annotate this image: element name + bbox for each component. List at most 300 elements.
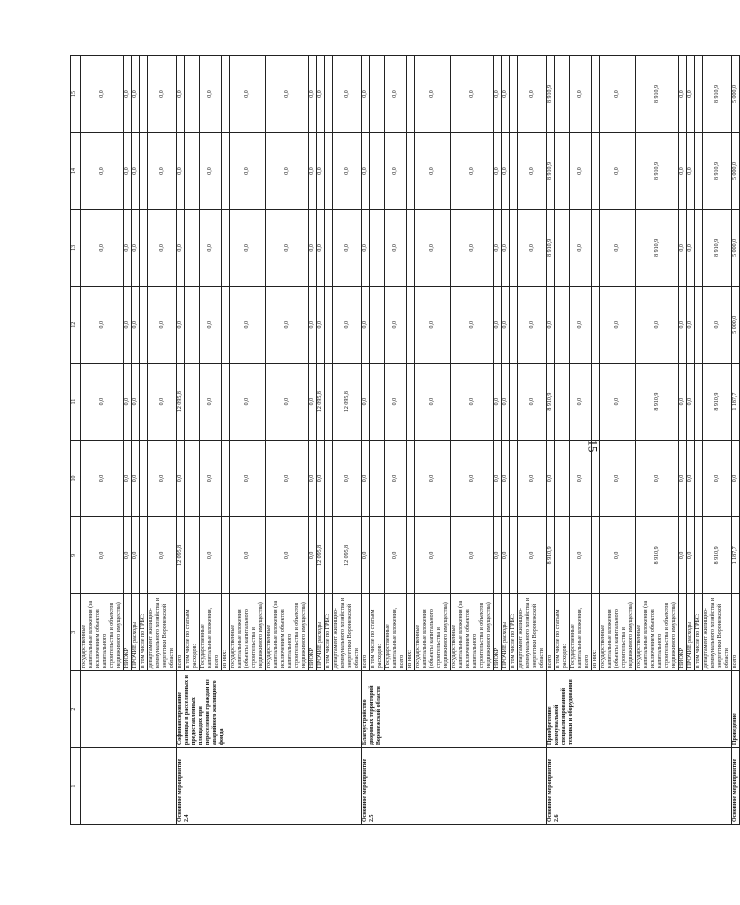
value-cell: 0,0 <box>687 517 695 594</box>
row-label: государственные капитальные вложения (объекты капитального строительства и недвижимого имущества) <box>600 594 636 671</box>
value-cell <box>140 286 148 363</box>
value-cell: 0,0 <box>494 363 502 440</box>
value-cell: 0,0 <box>148 132 177 209</box>
row-label: из них: <box>407 594 415 671</box>
row-label: НИОКР <box>679 594 687 671</box>
value-cell: 0,0 <box>518 132 547 209</box>
value-cell <box>370 440 385 517</box>
value-cell: 0,0 <box>451 363 494 440</box>
value-cell: 0,0 <box>177 440 185 517</box>
value-cell <box>222 363 230 440</box>
value-cell <box>407 286 415 363</box>
value-cell: 0,0 <box>600 517 636 594</box>
value-cell: 0,0 <box>570 209 592 286</box>
column-header: 2 <box>71 671 81 748</box>
value-cell: 0,0 <box>124 517 132 594</box>
value-cell: 0,0 <box>132 440 140 517</box>
value-cell <box>370 363 385 440</box>
value-cell: 0,0 <box>570 517 592 594</box>
measure-cell: Основное мероприятие 2.6 <box>547 748 732 825</box>
value-cell: 5 000,0 <box>732 56 740 133</box>
value-cell: 0,0 <box>570 363 592 440</box>
value-cell <box>510 517 518 594</box>
value-cell: 8 910,9 <box>547 363 555 440</box>
value-cell: 0,0 <box>230 440 266 517</box>
value-cell <box>555 440 570 517</box>
row-label: департамент жилищно-коммунального хозяйства и энергетики Воронежской области <box>703 594 732 671</box>
value-cell <box>222 517 230 594</box>
value-cell: 0,0 <box>333 286 362 363</box>
value-cell: 0,0 <box>317 56 325 133</box>
value-cell: 0,0 <box>177 132 185 209</box>
value-cell <box>222 132 230 209</box>
value-cell: 0,0 <box>317 286 325 363</box>
value-cell: 0,0 <box>687 440 695 517</box>
value-cell: 0,0 <box>266 440 309 517</box>
value-cell: 0,0 <box>309 132 317 209</box>
column-header: 10 <box>71 440 81 517</box>
value-cell: 0,0 <box>679 517 687 594</box>
value-cell: 0,0 <box>230 517 266 594</box>
value-cell <box>185 517 200 594</box>
row-label: всего <box>177 594 185 671</box>
table-row <box>732 56 740 825</box>
value-cell <box>407 209 415 286</box>
value-cell <box>555 363 570 440</box>
value-cell: 0,0 <box>177 56 185 133</box>
value-cell <box>325 517 333 594</box>
value-cell <box>407 440 415 517</box>
row-label: в том числе по ГРБС: <box>695 594 703 671</box>
value-cell: 8 910,9 <box>636 363 679 440</box>
value-cell: 0,0 <box>309 363 317 440</box>
value-cell: 0,0 <box>703 286 732 363</box>
value-cell <box>222 209 230 286</box>
value-cell: 0,0 <box>547 440 555 517</box>
row-label: в том числе по ГРБС: <box>325 594 333 671</box>
value-cell: 0,0 <box>81 286 124 363</box>
value-cell <box>407 363 415 440</box>
value-cell: 8 910,9 <box>636 209 679 286</box>
header-row <box>71 56 81 825</box>
value-cell: 0,0 <box>230 286 266 363</box>
value-cell: 0,0 <box>124 363 132 440</box>
value-cell <box>370 286 385 363</box>
row-label: в том числе по статьям расходов: <box>555 594 570 671</box>
measure-name-cell: Проведение <box>732 671 740 748</box>
value-cell: 0,0 <box>362 132 370 209</box>
value-cell <box>555 132 570 209</box>
value-cell: 0,0 <box>385 209 407 286</box>
column-header: 11 <box>71 363 81 440</box>
value-cell <box>325 363 333 440</box>
value-cell: 0,0 <box>494 440 502 517</box>
measure-cell: Основное мероприятие 2.4 <box>177 748 362 825</box>
value-cell: 0,0 <box>502 440 510 517</box>
value-cell: 0,0 <box>200 363 222 440</box>
row-label: департамент жилищно-коммунального хозяйства и энергетики Воронежской области <box>148 594 177 671</box>
value-cell: 0,0 <box>81 517 124 594</box>
row-label: государственные капитальные вложения (за исключением объектов капитального строительства и объектов недвижимого имущества) <box>81 594 124 671</box>
value-cell <box>325 440 333 517</box>
value-cell: 0,0 <box>518 286 547 363</box>
value-cell <box>185 209 200 286</box>
value-cell <box>510 363 518 440</box>
value-cell <box>407 517 415 594</box>
value-cell: 8 910,9 <box>547 517 555 594</box>
value-cell: 0,0 <box>385 56 407 133</box>
value-cell: 12 095,8 <box>177 363 185 440</box>
value-cell <box>592 209 600 286</box>
budget-table <box>70 55 740 825</box>
value-cell <box>695 363 703 440</box>
value-cell <box>510 286 518 363</box>
value-cell: 0,0 <box>385 286 407 363</box>
value-cell <box>592 363 600 440</box>
value-cell: 0,0 <box>385 363 407 440</box>
value-cell: 0,0 <box>687 363 695 440</box>
value-cell: 0,0 <box>362 440 370 517</box>
value-cell: 0,0 <box>148 363 177 440</box>
value-cell <box>555 517 570 594</box>
row-label: Государственные капитальные вложения, всего <box>200 594 222 671</box>
table-row <box>362 56 370 825</box>
value-cell <box>510 56 518 133</box>
value-cell <box>695 440 703 517</box>
column-header: 15 <box>71 56 81 133</box>
value-cell: 0,0 <box>518 209 547 286</box>
value-cell: 0,0 <box>230 363 266 440</box>
value-cell: 0,0 <box>317 132 325 209</box>
value-cell: 0,0 <box>415 132 451 209</box>
page-number: 15 <box>585 439 601 453</box>
value-cell: 0,0 <box>502 286 510 363</box>
value-cell: 0,0 <box>309 286 317 363</box>
value-cell: 0,0 <box>687 132 695 209</box>
value-cell: 0,0 <box>200 440 222 517</box>
value-cell: 0,0 <box>333 209 362 286</box>
value-cell: 0,0 <box>451 286 494 363</box>
value-cell: 0,0 <box>451 56 494 133</box>
value-cell: 0,0 <box>600 132 636 209</box>
value-cell: 0,0 <box>518 517 547 594</box>
value-cell: 0,0 <box>502 517 510 594</box>
value-cell: 0,0 <box>570 286 592 363</box>
value-cell <box>555 56 570 133</box>
value-cell: 0,0 <box>518 363 547 440</box>
value-cell <box>555 209 570 286</box>
row-label: ПРОЧИЕ расходы <box>502 594 510 671</box>
value-cell: 12 095,8 <box>317 517 325 594</box>
value-cell: 0,0 <box>362 56 370 133</box>
table-row <box>81 56 124 825</box>
value-cell: 0,0 <box>266 286 309 363</box>
value-cell: 0,0 <box>148 286 177 363</box>
value-cell <box>222 440 230 517</box>
value-cell: 0,0 <box>148 209 177 286</box>
value-cell: 0,0 <box>200 209 222 286</box>
value-cell: 0,0 <box>230 132 266 209</box>
value-cell: 0,0 <box>494 209 502 286</box>
rotated-table-container <box>70 55 738 825</box>
value-cell: 0,0 <box>600 440 636 517</box>
measure-cell: Основное мероприятие <box>732 748 740 825</box>
value-cell <box>370 209 385 286</box>
value-cell: 0,0 <box>600 56 636 133</box>
value-cell: 0,0 <box>679 56 687 133</box>
value-cell: 0,0 <box>636 440 679 517</box>
value-cell: 12 095,8 <box>177 517 185 594</box>
value-cell: 0,0 <box>494 56 502 133</box>
value-cell: 0,0 <box>309 440 317 517</box>
value-cell: 0,0 <box>317 209 325 286</box>
value-cell: 0,0 <box>502 209 510 286</box>
value-cell: 0,0 <box>177 286 185 363</box>
value-cell: 8 910,9 <box>703 517 732 594</box>
value-cell <box>370 517 385 594</box>
value-cell: 0,0 <box>679 440 687 517</box>
value-cell: 0,0 <box>309 56 317 133</box>
row-label: государственные капитальные вложения (объекты капитального строительства и недвижимого имущества) <box>230 594 266 671</box>
value-cell: 0,0 <box>415 286 451 363</box>
value-cell: 0,0 <box>81 209 124 286</box>
value-cell: 0,0 <box>317 440 325 517</box>
value-cell: 0,0 <box>518 56 547 133</box>
value-cell: 0,0 <box>333 56 362 133</box>
value-cell: 0,0 <box>124 440 132 517</box>
value-cell: 0,0 <box>266 132 309 209</box>
row-label: в том числе по ГРБС: <box>510 594 518 671</box>
value-cell: 8 910,9 <box>703 56 732 133</box>
row-label: в том числе по ГРБС: <box>140 594 148 671</box>
column-header: 12 <box>71 286 81 363</box>
value-cell: 0,0 <box>132 132 140 209</box>
value-cell <box>510 132 518 209</box>
value-cell <box>695 209 703 286</box>
value-cell: 1 187,7 <box>732 363 740 440</box>
value-cell <box>185 56 200 133</box>
row-label: Государственные капитальные вложения, всего <box>570 594 592 671</box>
value-cell: 0,0 <box>385 517 407 594</box>
value-cell: 0,0 <box>518 440 547 517</box>
value-cell: 8 910,9 <box>547 209 555 286</box>
value-cell: 0,0 <box>362 517 370 594</box>
value-cell: 0,0 <box>230 56 266 133</box>
value-cell: 8 910,9 <box>703 363 732 440</box>
row-label: из них: <box>592 594 600 671</box>
value-cell: 0,0 <box>502 132 510 209</box>
value-cell <box>510 440 518 517</box>
value-cell: 0,0 <box>266 56 309 133</box>
column-header: 13 <box>71 209 81 286</box>
value-cell: 0,0 <box>200 286 222 363</box>
value-cell <box>325 209 333 286</box>
value-cell: 0,0 <box>362 363 370 440</box>
value-cell: 0,0 <box>415 440 451 517</box>
value-cell: 5 000,0 <box>732 286 740 363</box>
value-cell: 8 910,9 <box>636 517 679 594</box>
value-cell <box>592 286 600 363</box>
value-cell: 0,0 <box>132 56 140 133</box>
value-cell: 0,0 <box>333 132 362 209</box>
row-label: государственные капитальные вложения (за исключением объектов капитального строительства и объектов недвижимого имущества) <box>266 594 309 671</box>
value-cell <box>325 286 333 363</box>
value-cell <box>370 56 385 133</box>
value-cell: 0,0 <box>415 209 451 286</box>
value-cell <box>140 209 148 286</box>
value-cell <box>185 286 200 363</box>
value-cell <box>140 56 148 133</box>
value-cell: 1 187,7 <box>732 517 740 594</box>
value-cell <box>592 56 600 133</box>
value-cell: 0,0 <box>148 56 177 133</box>
value-cell: 0,0 <box>124 56 132 133</box>
row-label: всего <box>547 594 555 671</box>
value-cell: 0,0 <box>600 363 636 440</box>
value-cell <box>695 517 703 594</box>
measure-name-cell <box>81 671 177 748</box>
value-cell <box>555 286 570 363</box>
value-cell: 0,0 <box>502 56 510 133</box>
value-cell <box>185 363 200 440</box>
value-cell: 0,0 <box>132 363 140 440</box>
value-cell: 0,0 <box>200 517 222 594</box>
value-cell <box>592 440 600 517</box>
value-cell <box>325 56 333 133</box>
value-cell: 0,0 <box>81 363 124 440</box>
value-cell <box>407 56 415 133</box>
value-cell <box>140 363 148 440</box>
value-cell <box>140 132 148 209</box>
measure-cell <box>81 748 177 825</box>
value-cell: 0,0 <box>502 363 510 440</box>
value-cell <box>140 517 148 594</box>
value-cell: 0,0 <box>148 440 177 517</box>
row-label: государственные капитальные вложения (объекты капитального строительства и недвижимого имущества) <box>415 594 451 671</box>
table-row <box>177 56 185 825</box>
value-cell: 0,0 <box>230 209 266 286</box>
value-cell: 0,0 <box>132 517 140 594</box>
value-cell: 0,0 <box>600 209 636 286</box>
value-cell: 0,0 <box>81 56 124 133</box>
row-label: государственные капитальные вложения (за исключением объектов капитального строительства и объектов недвижимого имущества) <box>451 594 494 671</box>
value-cell: 0,0 <box>132 286 140 363</box>
value-cell: 8 910,9 <box>547 56 555 133</box>
value-cell <box>592 517 600 594</box>
value-cell: 0,0 <box>494 286 502 363</box>
value-cell: 0,0 <box>451 440 494 517</box>
value-cell: 0,0 <box>703 440 732 517</box>
value-cell: 0,0 <box>636 286 679 363</box>
value-cell: 0,0 <box>309 517 317 594</box>
value-cell: 0,0 <box>309 209 317 286</box>
row-label: НИОКР <box>124 594 132 671</box>
value-cell: 0,0 <box>385 132 407 209</box>
measure-cell: Основное мероприятие 2.5 <box>362 748 547 825</box>
row-label: ПРОЧИЕ расходы <box>317 594 325 671</box>
value-cell: 0,0 <box>132 209 140 286</box>
value-cell: 8 910,9 <box>636 132 679 209</box>
column-header: 9 <box>71 517 81 594</box>
value-cell: 0,0 <box>570 440 592 517</box>
row-label: всего <box>362 594 370 671</box>
value-cell: 0,0 <box>687 286 695 363</box>
value-cell <box>510 209 518 286</box>
row-label: ПРОЧИЕ расходы <box>132 594 140 671</box>
value-cell: 8 910,9 <box>703 132 732 209</box>
value-cell: 0,0 <box>547 286 555 363</box>
value-cell <box>222 286 230 363</box>
value-cell: 0,0 <box>415 363 451 440</box>
value-cell: 0,0 <box>451 132 494 209</box>
row-label: государственные капитальные вложения (за исключением объектов капитального строительства и объектов недвижимого имущества) <box>636 594 679 671</box>
row-label: Государственные капитальные вложения, всего <box>385 594 407 671</box>
value-cell: 0,0 <box>266 363 309 440</box>
value-cell: 0,0 <box>679 286 687 363</box>
value-cell: 0,0 <box>81 132 124 209</box>
value-cell: 0,0 <box>451 209 494 286</box>
column-header: 14 <box>71 132 81 209</box>
value-cell: 0,0 <box>266 517 309 594</box>
value-cell: 0,0 <box>200 132 222 209</box>
value-cell: 0,0 <box>451 517 494 594</box>
value-cell: 0,0 <box>177 209 185 286</box>
value-cell: 0,0 <box>732 440 740 517</box>
value-cell: 0,0 <box>570 132 592 209</box>
table-body <box>81 56 740 825</box>
row-label: департамент жилищно-коммунального хозяйства и энергетики Воронежской области <box>333 594 362 671</box>
row-label: в том числе по статьям расходов: <box>185 594 200 671</box>
value-cell: 0,0 <box>415 517 451 594</box>
row-label: ПРОЧИЕ расходы <box>687 594 695 671</box>
value-cell <box>695 286 703 363</box>
value-cell: 8 910,9 <box>703 209 732 286</box>
value-cell: 0,0 <box>148 517 177 594</box>
value-cell: 0,0 <box>124 286 132 363</box>
table-row <box>547 56 555 825</box>
column-header: 1 <box>71 748 81 825</box>
value-cell: 12 095,8 <box>317 363 325 440</box>
value-cell: 0,0 <box>679 209 687 286</box>
value-cell: 0,0 <box>333 440 362 517</box>
value-cell: 0,0 <box>687 56 695 133</box>
value-cell <box>140 440 148 517</box>
value-cell <box>695 132 703 209</box>
row-label: из них: <box>222 594 230 671</box>
value-cell: 0,0 <box>362 286 370 363</box>
value-cell: 0,0 <box>494 132 502 209</box>
value-cell <box>592 132 600 209</box>
measure-name-cell: Софинансирование разницы в расселенных и предоставленных площадях при переселении граждан из аварийного жилищного фонда <box>177 671 362 748</box>
value-cell: 5 000,0 <box>732 209 740 286</box>
measure-name-cell: Приобретение коммунальной специализированной техники и оборудования <box>547 671 732 748</box>
value-cell <box>325 132 333 209</box>
measure-name-cell: Благоустройство дворовых территорий Воронежской области <box>362 671 547 748</box>
value-cell: 0,0 <box>124 132 132 209</box>
value-cell: 0,0 <box>679 132 687 209</box>
value-cell: 0,0 <box>81 440 124 517</box>
value-cell: 0,0 <box>570 56 592 133</box>
row-label: в том числе по статьям расходов: <box>370 594 385 671</box>
value-cell <box>222 56 230 133</box>
value-cell: 0,0 <box>600 286 636 363</box>
value-cell: 0,0 <box>266 209 309 286</box>
value-cell: 0,0 <box>679 363 687 440</box>
value-cell: 0,0 <box>200 56 222 133</box>
value-cell: 5 000,0 <box>732 132 740 209</box>
value-cell: 8 910,9 <box>636 56 679 133</box>
value-cell <box>185 132 200 209</box>
